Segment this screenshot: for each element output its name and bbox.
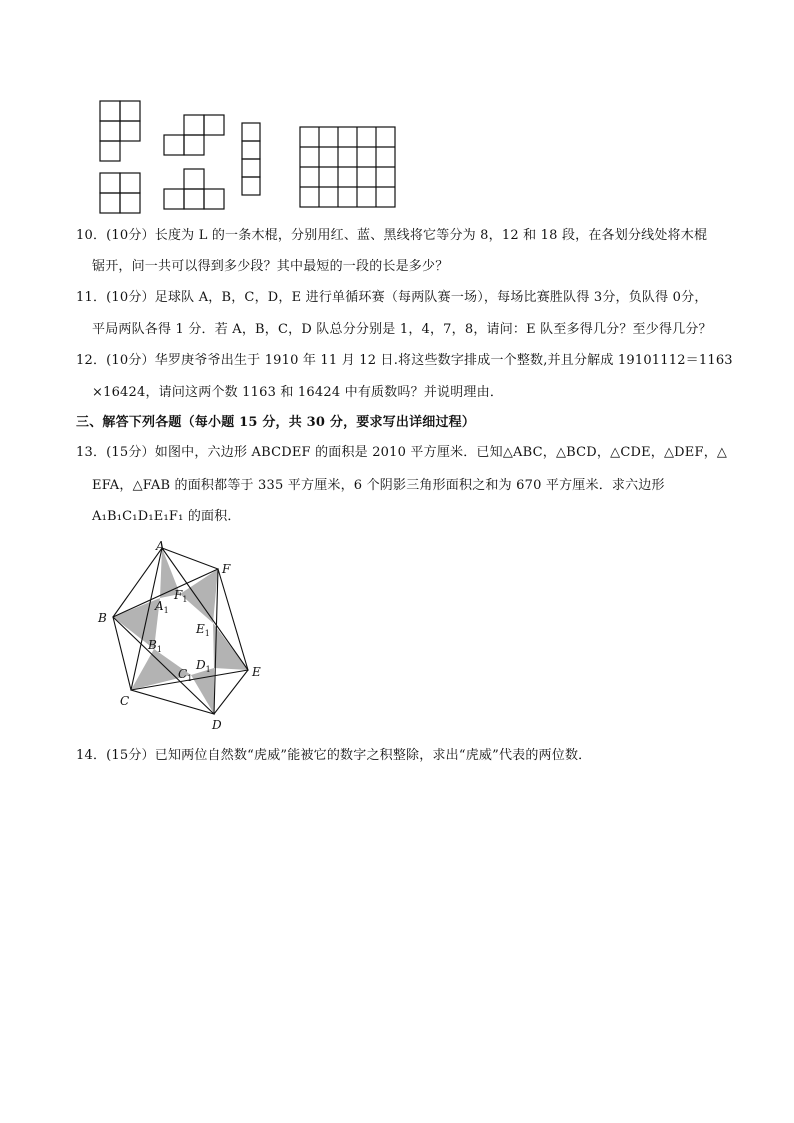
label-a: A: [156, 539, 165, 553]
label-e1: $E_1$: [196, 622, 210, 638]
q13-line2: EFA，△FAB 的面积都等于 335 平方厘米，6 个阴影三角形面积之和为 670 平方厘米．求六边形: [92, 478, 665, 493]
section3-heading: 三、解答下列各题（每小题 15 分，共 30 分，要求写出详细过程）: [76, 415, 476, 430]
label-c1: $C_1$: [178, 667, 193, 683]
label-f: F: [222, 562, 231, 576]
polyomino-l-shape: [100, 101, 140, 161]
q13-line3: A₁B₁C₁D₁E₁F₁ 的面积．: [92, 509, 241, 524]
polyomino-square: [100, 173, 140, 213]
polyomino-s-shape: [164, 115, 224, 155]
q10-line1: 10．(10分）长度为 L 的一条木棍，分别用红、蓝、黑线将它等分为 8，12 和 18 段，在各划分线处将木棍: [76, 228, 708, 243]
label-a1: $A_1$: [155, 599, 169, 615]
label-e: E: [252, 665, 261, 679]
label-f1: $F_1$: [174, 588, 188, 604]
label-c: C: [120, 694, 130, 708]
q14-line1: 14．(15分）已知两位自然数“虎威”能被它的数字之积整除，求出“虎威”代表的两位数．: [76, 748, 592, 763]
label-b1: $B_1$: [148, 638, 162, 654]
q12-line1: 12．(10分）华罗庚爷爷出生于 1910 年 11 月 12 日.将这些数字排成一个整数,并且分解成 19101112＝1163: [76, 353, 733, 368]
label-b: B: [98, 611, 107, 625]
label-d1: $D_1$: [196, 658, 211, 674]
polyomino-t-shape: [164, 169, 224, 209]
label-d: D: [212, 718, 222, 732]
q10-line2: 锯开，问一共可以得到多少段？其中最短的一段的长是多少？: [92, 259, 449, 274]
q11-line2: 平局两队各得 1 分．若 A，B，C，D 队总分分别是 1，4，7，8，请问：E 队至多得几分？至少得几分？: [92, 322, 712, 337]
hexagon-figure: [92, 536, 272, 736]
q11-line1: 11．(10分）足球队 A，B，C，D，E 进行单循环赛（每两队赛一场），每场比赛胜队得 3分，负队得 0分，: [76, 290, 708, 305]
q12-line2: ×16424，请问这两个数 1163 和 16424 中有质数吗？并说明理由．: [92, 385, 504, 400]
polyomino-bar: [242, 123, 260, 195]
q13-line1: 13．(15分）如图中，六边形 ABCDEF 的面积是 2010 平方厘米．已知△ABC，△BCD，△CDE，△DEF，△: [76, 445, 728, 460]
grid-board: [300, 127, 395, 207]
polyomino-figures: [92, 97, 412, 217]
